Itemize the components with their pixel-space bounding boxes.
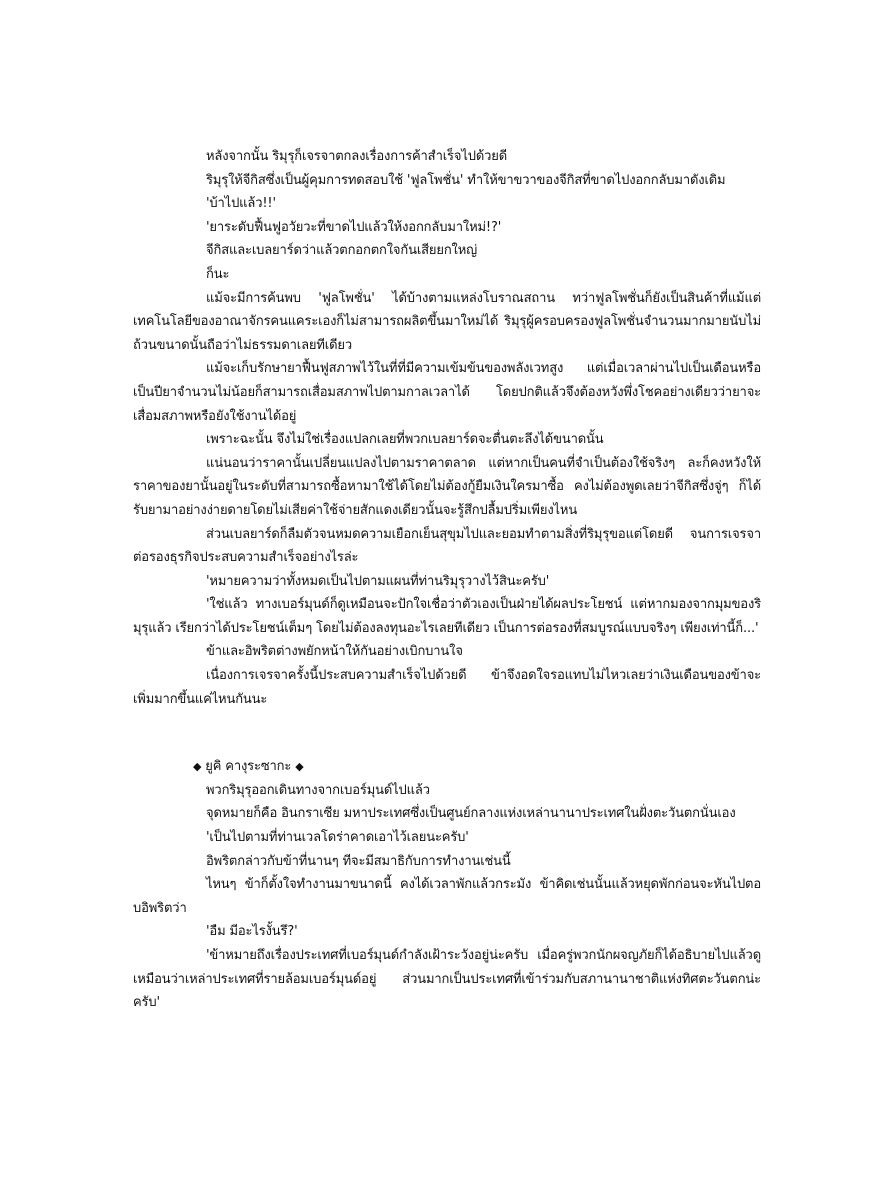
paragraph: ไหนๆ ข้าก็ตั้งใจทำงานมาขนาดนี้ คงได้เวลาพักแล้วกระมัง ข้าคิดเช่นนั้นแล้วหยุดพักก่อนจะหันไปตอบอิพริตว่า — [133, 877, 761, 916]
paragraph: 'บ้าไปแล้ว!!' — [206, 196, 276, 212]
paragraph: 'ใช่แล้ว ทางเบอร์มุนด์ก็ดูเหมือนจะปักใจเชื่อว่าตัวเองเป็นฝ่ายได้ผลประโยชน์ แต่หากมองจากมุมของริมุรุแล้ว เรียกว่าได้ประโยชน์เต็มๆ โดยไม่ต้องลงทุนอะไรเลยทีเดียว เป็นการต่อรองที่สมบูรณ์แบบจริงๆ เพียงเท่านี้ก็...' — [133, 597, 761, 636]
paragraph: 'เป็นไปตามที่ท่านเวลโดร่าคาดเอาไว้เลยนะครับ' — [206, 830, 469, 846]
paragraph: 'ข้าหมายถึงเรื่องประเทศที่เบอร์มุนด์กำลังเฝ้าระวังอยู่น่ะครับ เมื่อครู่พวกนักผจญภัยก็ได้อธิบายไปแล้วดูเหมือนว่าเหล่าประเทศที่รายล้อมเบอร์มุนด์อยู่ ส่วนมากเป็นประเทศที่เข้าร่วมกับสภานานาชาติแห่งทิศตะวันตกน่ะครับ' — [133, 948, 761, 1011]
paragraph: เนื่องการเจรจาครั้งนี้ประสบความสำเร็จไปด้วยดี ข้าจึงอดใจรอแทบไม่ไหวเลยว่าเงินเดือนของข้าจะเพิ่มมากขึ้นแค่ไหนกันนะ — [133, 668, 761, 707]
paragraph: แม้จะมีการค้นพบ 'ฟูลโพชั่น' ได้บ้างตามแหล่งโบราณสถาน ทว่าฟูลโพชั่นก็ยังเป็นสินค้าที่แม้แต่เทคโนโลยีของอาณาจักรคนแคระเองก็ไม่สามารถผลิตขึ้นมาใหม่ได้ ริมุรุผู้ครอบครองฟูลโพชั่นจำนวนมากมายนับไม่ถ้วนขนาดนั้นถือว่าไม่ธรรมดาเลยทีเดียว — [133, 290, 761, 353]
paragraph: แน่นอนว่าราคานั้นเปลี่ยนแปลงไปตามราคาตลาด แต่หากเป็นคนที่จำเป็นต้องใช้จริงๆ ละก็คงหวังให้ราคาของยานั้นอยู่ในระดับที่สามารถซื้อหามาใช้ได้โดยไม่ต้องกู้ยืมเงินใครมาซื้อ คงไม่ต้องพูดเลยว่าจีกิสซึ่งจู่ๆ ก็ได้รับยามาอย่างง่ายดายโดยไม่เสียค่าใช้จ่ายสักแดงเดียวนั้นจะรู้สึกปลื้มปริ่มเพียงไหน — [133, 455, 761, 518]
paragraph: จุดหมายก็คือ อินกราเซีย มหาประเทศซึ่งเป็นศูนย์กลางแห่งเหล่านานาประเทศในฝั่งตะวันตกนั่นเอง — [206, 806, 736, 822]
paragraph: ข้าและอิพริตต่างพยักหน้าให้กันอย่างเบิกบานใจ — [206, 644, 463, 660]
paragraph: อิพริตกล่าวกับข้าที่นานๆ ทีจะมีสมาธิกับการทำงานเช่นนี้ — [206, 853, 511, 869]
paragraph: หลังจากนั้น ริมุรุก็เจรจาตกลงเรื่องการค้าสำเร็จไปด้วยดี — [206, 149, 508, 164]
section-heading — [133, 755, 761, 779]
paragraph: 'อืม มีอะไรงั้นรึ?' — [206, 924, 298, 940]
section-break — [133, 711, 761, 755]
section-title: ยูคิ คางุระซากะ — [205, 759, 292, 775]
paragraph: 'ยาระดับฟื้นฟูอวัยวะที่ขาดไปแล้วให้งอกกลับมาใหม่!?' — [206, 219, 502, 235]
paragraph: เพราะฉะนั้น จึงไม่ใช่เรื่องแปลกเลยที่พวกเบลยาร์ดจะตื่นตะลึงได้ขนาดนั้น — [206, 432, 604, 448]
paragraph: ส่วนเบลยาร์ดก็ลืมตัวจนหมดความเยือกเย็นสุขุมไปและยอมทำตามสิ่งที่ริมุรุขอแต่โดยดี จนการเจรจาต่อรองธุรกิจประสบความสำเร็จอย่างไรล่ะ — [133, 526, 761, 566]
diamond-ornament-icon: ◆ — [295, 760, 304, 774]
paragraph: พวกริมุรุออกเดินทางจากเบอร์มุนด์ไปแล้ว — [206, 782, 430, 798]
paragraph: แม้จะเก็บรักษายาฟื้นฟูสภาพไว้ในที่ที่มีความเข้มข้นของพลังเวทสูง แต่เมื่อเวลาผ่านไปเป็นเดือนหรือเป็นปียาจำนวนไม่น้อยก็สามารถเสื่อมสภาพไปตามกาลเวลาได้ โดยปกติแล้วจึงต้องหวังพึ่งโชคอย่างเดียวว่ายาจะเสื่อมสภาพหรือยังใช้งานได้อยู่ — [133, 361, 761, 424]
paragraph: ริมุรุให้จีกิสซึ่งเป็นผู้คุมการทดสอบใช้ 'ฟูลโพชั่น' ทำให้ขาขวาของจีกิสที่ขาดไปงอกกลับมาดังเดิม — [206, 172, 726, 188]
paragraph: ก็นะ — [206, 266, 230, 282]
paragraph: 'หมายความว่าทั้งหมดเป็นไปตามแผนที่ท่านริมุรุวางไว้สินะครับ' — [206, 573, 550, 589]
paragraph: จีกิสและเบลยาร์ดว่าแล้วตกอกตกใจกันเสียยกใหญ่ — [206, 243, 478, 259]
document-page — [133, 145, 761, 1015]
diamond-ornament-icon: ◆ — [193, 760, 202, 774]
